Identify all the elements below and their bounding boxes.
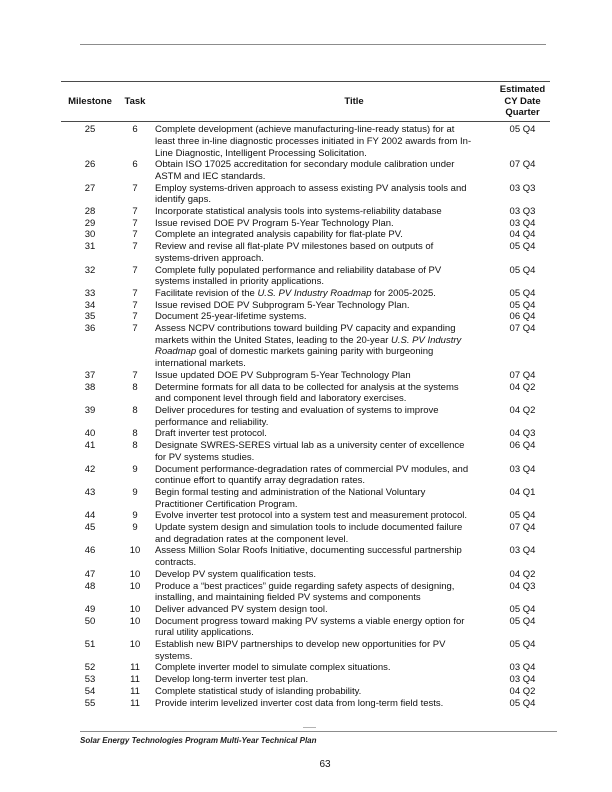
quarter-cell: 03 Q4	[509, 463, 536, 475]
table-row	[61, 323, 550, 370]
title-line: Obtain ISO 17025 accreditation for secondary module calibration under	[155, 159, 455, 171]
title-line: Produce a “best practices” guide regarding safety aspects of designing,	[155, 580, 455, 592]
title-cell	[151, 487, 495, 510]
milestone-cell: 38	[84, 381, 96, 393]
task-cell: 10	[129, 615, 141, 627]
title-cell	[151, 288, 495, 300]
quarter-cell: 03 Q4	[509, 545, 536, 557]
table-row	[61, 545, 550, 568]
milestone-cell: 40	[84, 428, 96, 440]
column-header-quarter	[495, 84, 550, 119]
task-cell: 10	[129, 568, 141, 580]
task-cell: 9	[132, 486, 138, 498]
title-line: Issue revised DOE PV Subprogram 5-Year Technology Plan.	[155, 299, 410, 311]
task-cell: 10	[129, 639, 141, 651]
milestone-cell: 53	[84, 674, 96, 686]
table-row	[61, 674, 550, 686]
task-cell: 10	[129, 603, 141, 615]
title-cell	[151, 323, 495, 370]
milestone-cell: 25	[84, 124, 96, 136]
title-cell	[151, 464, 495, 487]
title-cell	[151, 370, 495, 382]
title-line: Review and revise all flat-plate PV milestones based on outputs of	[155, 241, 434, 253]
title-cell	[151, 510, 495, 522]
title-line: identify gaps.	[155, 194, 211, 206]
task-cell: 10	[129, 545, 141, 557]
title-cell	[151, 604, 495, 616]
quarter-cell: 04 Q1	[509, 486, 536, 498]
column-header-quarter-line: Estimated	[499, 84, 546, 95]
title-line: ASTM and IEC standards.	[155, 170, 266, 182]
title-line: least three in-line diagnostic processes initiated in FY 2002 awards from In-	[155, 135, 472, 147]
quarter-cell: 05 Q4	[509, 124, 536, 136]
title-cell	[151, 382, 495, 405]
milestone-cell: 41	[84, 440, 96, 452]
page-number: 63	[319, 759, 331, 770]
title-line: Deliver procedures for testing and evaluation of systems to improve	[155, 404, 439, 416]
title-cell	[151, 522, 495, 545]
title-cell	[151, 428, 495, 440]
title-line: Update system design and simulation tools to include documented failure	[155, 522, 463, 534]
title-cell	[151, 124, 495, 159]
quarter-cell: 04 Q2	[509, 685, 536, 697]
table-row	[61, 604, 550, 616]
table-row	[61, 487, 550, 510]
task-cell: 9	[132, 522, 138, 534]
title-line: Document performance-degradation rates of commercial PV modules, and	[155, 463, 469, 475]
column-header-quarter-line: Quarter	[505, 107, 540, 119]
title-line: continue effort to quantify array degradation rates.	[155, 475, 366, 487]
quarter-cell: 05 Q4	[509, 697, 536, 709]
title-cell	[151, 639, 495, 662]
table-row	[61, 183, 550, 206]
task-cell: 8	[132, 381, 138, 393]
title-line: Document progress toward making PV systems a viable energy option for	[155, 615, 465, 627]
task-cell: 9	[132, 510, 138, 522]
table-row	[61, 581, 550, 604]
milestone-cell: 32	[84, 264, 96, 276]
task-cell: 9	[132, 463, 138, 475]
title-line: Complete development (achieve manufacturing-line-ready status) for at	[155, 124, 455, 136]
quarter-cell: 05 Q4	[509, 264, 536, 276]
table-row	[61, 616, 550, 639]
table-row	[61, 440, 550, 463]
title-cell	[151, 159, 495, 182]
quarter-cell: 05 Q4	[509, 603, 536, 615]
quarter-cell: 05 Q4	[509, 639, 536, 651]
quarter-cell: 06 Q4	[509, 311, 536, 323]
title-line: Deliver advanced PV system design tool.	[155, 603, 328, 615]
title-line: performance and reliability.	[155, 416, 269, 428]
title-cell	[151, 311, 495, 323]
title-line: Line Diagnostic, Intelligent Processing Solicitation.	[155, 147, 367, 159]
column-header-task: Task	[124, 95, 146, 107]
milestone-cell: 54	[84, 685, 96, 697]
task-cell: 7	[132, 287, 138, 299]
table-row	[61, 241, 550, 264]
table-row	[61, 288, 550, 300]
quarter-cell: 04 Q2	[509, 568, 536, 580]
title-line: Assess NCPV contributions toward building PV capacity and expanding	[155, 323, 456, 335]
milestone-cell: 39	[84, 404, 96, 416]
milestone-cell: 31	[84, 241, 96, 253]
quarter-cell: 04 Q3	[509, 428, 536, 440]
title-line: Roadmap goal of domestic markets gaining parity with burgeoning	[155, 346, 434, 358]
title-line: Issue revised DOE PV Program 5-Year Technology Plan.	[155, 217, 394, 229]
column-header-milestone: Milestone	[68, 95, 112, 107]
table-body	[61, 122, 550, 709]
title-cell	[151, 581, 495, 604]
title-line: Begin formal testing and administration of the National Voluntary	[155, 486, 426, 498]
milestone-cell: 50	[84, 615, 96, 627]
table-row	[61, 300, 550, 312]
milestone-cell: 52	[84, 662, 96, 674]
title-cell	[151, 569, 495, 581]
task-cell: 7	[132, 369, 138, 381]
title-cell	[151, 616, 495, 639]
quarter-cell: 06 Q4	[509, 440, 536, 452]
milestone-cell: 51	[84, 639, 96, 651]
task-cell: 11	[130, 674, 140, 686]
task-cell: 7	[132, 229, 138, 241]
table-row	[61, 698, 550, 710]
milestone-cell: 29	[84, 217, 96, 229]
title-line: Draft inverter test protocol.	[155, 428, 267, 440]
task-cell: 7	[132, 311, 138, 323]
footer-program-title: Solar Energy Technologies Program Multi-Year Technical Plan	[80, 736, 317, 745]
milestone-cell: 44	[84, 510, 96, 522]
table-row	[61, 522, 550, 545]
title-line: Practitioner Certification Program.	[155, 498, 298, 510]
title-line: Employ systems-driven approach to assess existing PV analysis tools and	[155, 182, 467, 194]
title-cell	[151, 545, 495, 568]
milestone-cell: 55	[84, 697, 96, 709]
quarter-cell: 03 Q4	[509, 217, 536, 229]
title-line: Provide interim levelized inverter cost data from long-term field tests.	[155, 697, 444, 709]
quarter-cell: 07 Q4	[509, 323, 536, 335]
milestones-table	[61, 81, 550, 709]
table-row	[61, 464, 550, 487]
quarter-cell: 04 Q2	[509, 404, 536, 416]
quarter-cell: 07 Q4	[509, 522, 536, 534]
milestone-cell: 33	[84, 287, 96, 299]
title-cell	[151, 265, 495, 288]
title-line: Develop PV system qualification tests.	[155, 568, 317, 580]
column-header-quarter-line: CY Date	[504, 95, 541, 107]
milestone-cell: 48	[84, 580, 96, 592]
title-line: Facilitate revision of the U.S. PV Industry Roadmap for 2005-2025.	[155, 287, 436, 299]
title-line: systems installed in priority applications.	[155, 276, 324, 288]
title-line: Develop long-term inverter test plan.	[155, 674, 309, 686]
title-line: systems-driven approach.	[155, 252, 264, 264]
title-cell	[151, 206, 495, 218]
milestone-cell: 28	[84, 206, 96, 218]
table-row	[61, 662, 550, 674]
task-cell: 7	[132, 182, 138, 194]
table-row	[61, 370, 550, 382]
title-line: markets within the United States, leading to the 20-year U.S. PV Industry	[155, 334, 462, 346]
table-row	[61, 124, 550, 159]
quarter-cell: 03 Q3	[509, 206, 536, 218]
milestone-cell: 34	[84, 299, 96, 311]
title-cell	[151, 300, 495, 312]
quarter-cell: 04 Q3	[509, 580, 536, 592]
table-row	[61, 206, 550, 218]
table-row	[61, 510, 550, 522]
table-row	[61, 405, 550, 428]
quarter-cell: 03 Q4	[509, 662, 536, 674]
quarter-cell: 05 Q4	[509, 287, 536, 299]
task-cell: 6	[132, 159, 138, 171]
milestone-cell: 26	[84, 159, 96, 171]
title-line: Complete an integrated analysis capability for flat-plate PV.	[155, 229, 403, 241]
title-line: Designate SWRES-SERES virtual lab as a university center of excellence	[155, 440, 465, 452]
title-line: contracts.	[155, 557, 197, 569]
task-cell: 11	[130, 697, 140, 709]
task-cell: 8	[132, 428, 138, 440]
milestone-cell: 27	[84, 182, 96, 194]
milestone-cell: 46	[84, 545, 96, 557]
title-cell	[151, 698, 495, 710]
milestone-cell: 42	[84, 463, 96, 475]
quarter-cell: 05 Q4	[509, 615, 536, 627]
milestone-cell: 49	[84, 603, 96, 615]
title-line: Issue updated DOE PV Subprogram 5-Year Technology Plan	[155, 369, 411, 381]
title-line: Document 25-year-lifetime systems.	[155, 311, 307, 323]
title-line: Complete inverter model to simulate complex situations.	[155, 662, 391, 674]
title-line: Incorporate statistical analysis tools into systems-reliability database	[155, 206, 442, 218]
title-line: Complete fully populated performance and reliability database of PV	[155, 264, 442, 276]
title-cell	[151, 405, 495, 428]
title-cell	[151, 674, 495, 686]
task-cell: 7	[132, 241, 138, 253]
title-line: installing, and maintaining fielded PV systems and components	[155, 592, 421, 604]
milestone-cell: 45	[84, 522, 96, 534]
task-cell: 7	[132, 323, 138, 335]
title-line: for PV systems studies.	[155, 451, 255, 463]
quarter-cell: 07 Q4	[509, 159, 536, 171]
title-cell	[151, 686, 495, 698]
title-line: and component level through field and laboratory exercises.	[155, 393, 407, 405]
quarter-cell: 05 Q4	[509, 510, 536, 522]
table-row	[61, 686, 550, 698]
task-cell: 7	[132, 264, 138, 276]
title-cell	[151, 440, 495, 463]
title-line: systems.	[155, 650, 193, 662]
quarter-cell: 04 Q2	[509, 381, 536, 393]
title-line: Assess Million Solar Roofs Initiative, documenting successful partnership	[155, 545, 462, 557]
quarter-cell: 05 Q4	[509, 299, 536, 311]
page-header-rule	[80, 44, 546, 45]
title-cell	[151, 183, 495, 206]
table-row	[61, 311, 550, 323]
task-cell: 7	[132, 299, 138, 311]
title-line: Determine formats for all data to be collected for analysis at the systems	[155, 381, 459, 393]
title-cell	[151, 218, 495, 230]
table-row	[61, 265, 550, 288]
milestone-cell: 43	[84, 486, 96, 498]
task-cell: 7	[132, 206, 138, 218]
task-cell: 11	[130, 662, 140, 674]
milestone-cell: 35	[84, 311, 96, 323]
milestone-cell: 47	[84, 568, 96, 580]
quarter-cell: 04 Q4	[509, 229, 536, 241]
quarter-cell: 07 Q4	[509, 369, 536, 381]
table-header-row	[61, 81, 550, 122]
page-footer-rule	[80, 731, 557, 732]
table-row	[61, 428, 550, 440]
table-row	[61, 218, 550, 230]
table-row	[61, 569, 550, 581]
table-row	[61, 639, 550, 662]
quarter-cell: 05 Q4	[509, 241, 536, 253]
title-cell	[151, 662, 495, 674]
table-row	[61, 382, 550, 405]
milestone-cell: 37	[84, 369, 96, 381]
task-cell: 7	[132, 217, 138, 229]
column-header-title: Title	[344, 95, 364, 107]
title-line: international markets.	[155, 358, 246, 370]
task-cell: 6	[132, 124, 138, 136]
footer-tick	[303, 727, 316, 728]
task-cell: 8	[132, 440, 138, 452]
title-line: Evolve inverter test protocol into a system test and measurement protocol.	[155, 510, 468, 522]
milestone-cell: 30	[84, 229, 96, 241]
task-cell: 11	[130, 685, 140, 697]
title-line: Establish new BIPV partnerships to develop new opportunities for PV	[155, 639, 446, 651]
task-cell: 8	[132, 404, 138, 416]
task-cell: 10	[129, 580, 141, 592]
title-line: and degradation rates at the component level.	[155, 533, 349, 545]
table-row	[61, 159, 550, 182]
table-row	[61, 229, 550, 241]
title-line: rural utility applications.	[155, 627, 254, 639]
title-cell	[151, 229, 495, 241]
title-line: Complete statistical study of islanding probability.	[155, 685, 362, 697]
milestone-cell: 36	[84, 323, 96, 335]
title-cell	[151, 241, 495, 264]
quarter-cell: 03 Q3	[509, 182, 536, 194]
quarter-cell: 03 Q4	[509, 674, 536, 686]
